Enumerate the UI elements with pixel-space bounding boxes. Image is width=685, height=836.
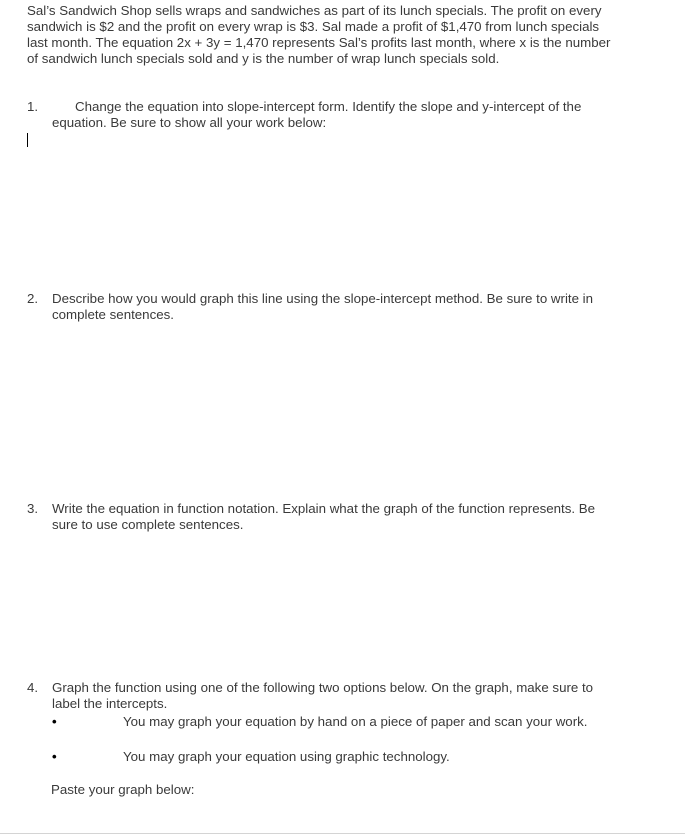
intro-paragraph: Sal’s Sandwich Shop sells wraps and sandwiches as part of its lunch specials. The profit on every sandwich is $2 and the profit on every wrap is $3. Sal made a profit of $1,470 from lunch specials last month. The equation 2x + 3y = 1,470 represents Sal’s profits last month, where x is the number of sandwich lunch specials sold and y is the number of wrap lunch specials sold. (27, 3, 611, 66)
question-text: Write the equation in function notation. Explain what the graph of the function represents. Be sure to use complete sentences. (52, 501, 596, 532)
bullet-icon: • (52, 749, 57, 764)
question-number: 4. (27, 680, 39, 695)
question-text: Describe how you would graph this line using the slope-intercept method. Be sure to write in complete sentences. (52, 291, 594, 322)
paste-graph-label: Paste your graph below: (51, 782, 195, 797)
option-text: You may graph your equation using graphic technology. (123, 749, 450, 764)
question-number: 2. (27, 291, 39, 306)
question-2 (27, 291, 627, 323)
page-divider (0, 833, 685, 834)
option-text: You may graph your equation by hand on a piece of paper and scan your work. (123, 714, 588, 729)
question-1 (27, 99, 627, 131)
option-item (52, 749, 612, 765)
question-number: 3. (27, 501, 39, 516)
question-3 (27, 501, 627, 533)
text-cursor[interactable] (27, 133, 28, 147)
option-item (52, 714, 612, 730)
question-4 (27, 680, 627, 712)
question-text: Change the equation into slope-intercept form. Identify the slope and y-intercept of the equation. Be sure to show all your work below: (52, 99, 582, 130)
question-text: Graph the function using one of the following two options below. On the graph, make sure to label the intercepts. (52, 680, 594, 711)
question-number: 1. (27, 99, 39, 114)
bullet-icon: • (52, 714, 57, 729)
